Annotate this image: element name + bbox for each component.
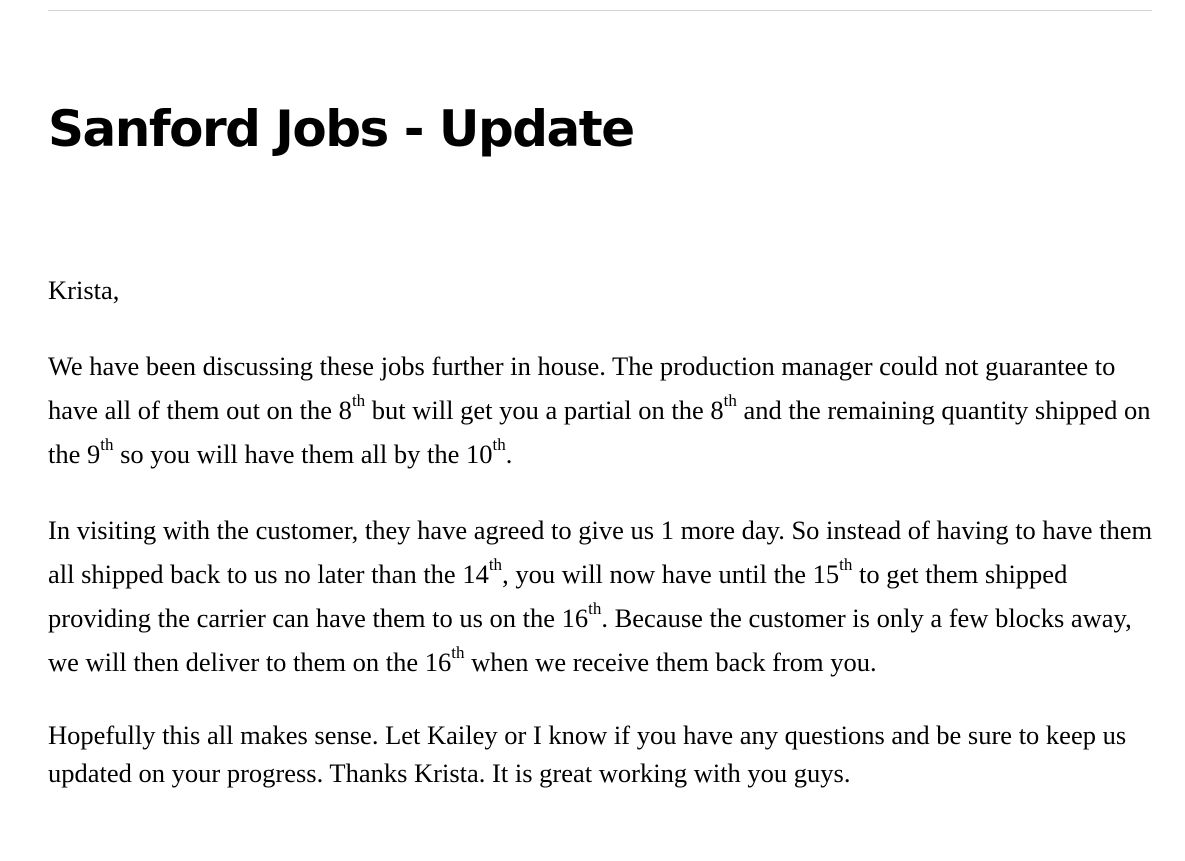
document-title: Sanford Jobs - Update: [48, 100, 634, 158]
letter-body: [48, 268, 1158, 824]
paragraph-production-schedule: We have been discussing these jobs further in house. The production manager could not guarantee to have all of them out on the 8th but will get you a partial on the 8th and the remaining quantity shipped on the 9th so you will have them all by the 10th.: [48, 351, 1151, 469]
paragraph-closing: Hopefully this all makes sense. Let Kailey or I know if you have any questions and be sure to keep us updated on your progress. Thanks Krista. It is great working with you guys.: [48, 720, 1127, 788]
top-divider: [48, 10, 1152, 11]
paragraph-customer-deadline: In visiting with the customer, they have agreed to give us 1 more day. So instead of having to have them all shipped back to us no later than the 14th, you will now have until the 15th to get them shipped providing the carrier can have them to us on the 16th. Because the customer is only a few blocks away, we will then deliver to them on the 16th when we receive them back from you.: [48, 515, 1153, 677]
salutation: Krista,: [48, 275, 120, 305]
